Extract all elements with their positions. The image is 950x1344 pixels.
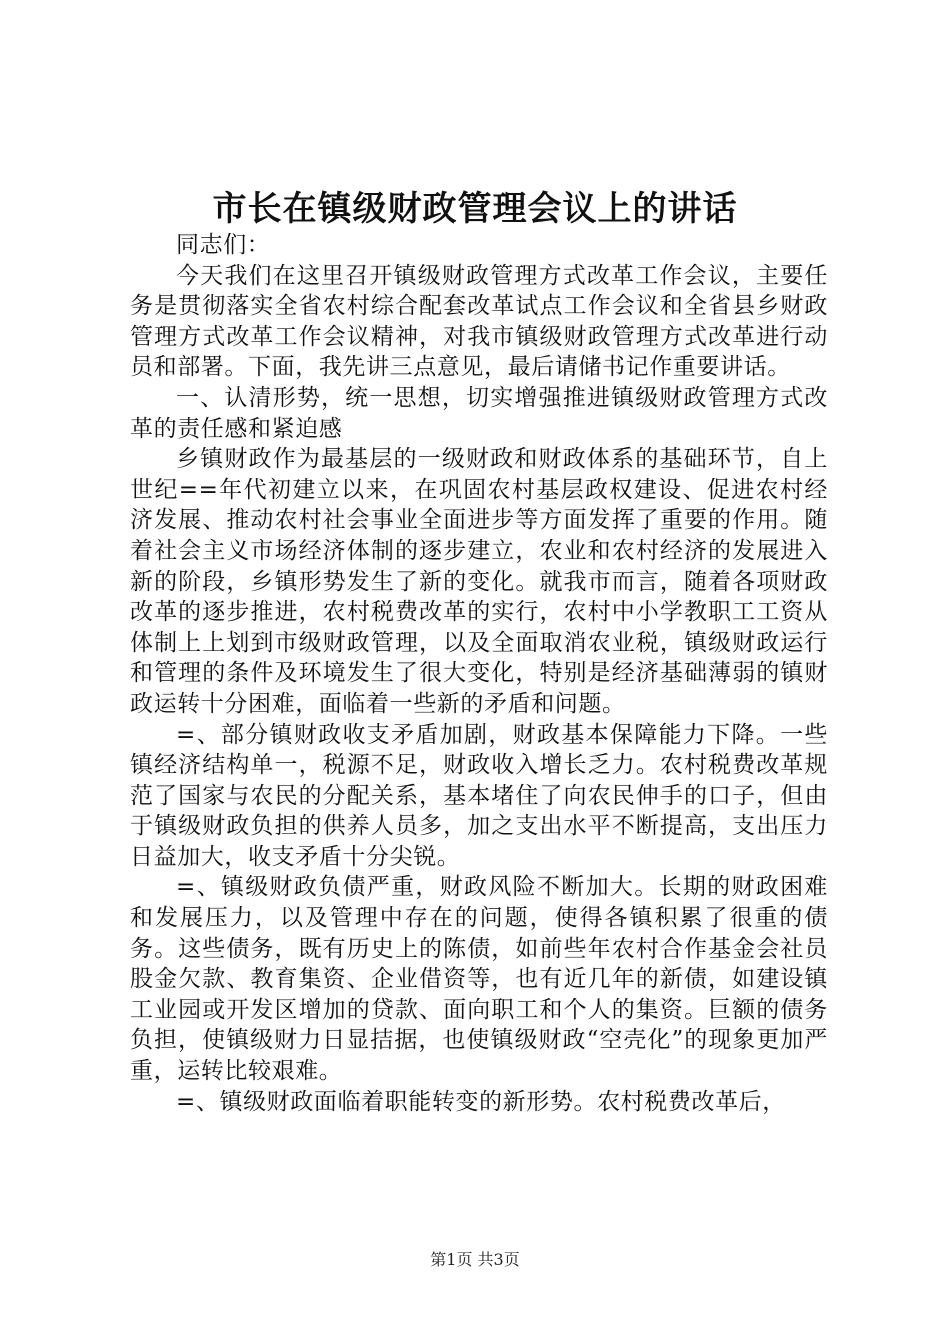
section-heading: 一、认清形势，统一思想，切实增强推进镇级财政管理方式改革的责任感和紧迫感 xyxy=(130,384,828,442)
paragraph: =、镇级财政面临着职能转变的新形势。农村税费改革后， xyxy=(176,1088,786,1115)
document-body xyxy=(130,230,828,1117)
paragraph: 今天我们在这里召开镇级财政管理方式改革工作会议，主要任务是贯彻落实全省农村综合配套改革试点工作会议和全省县乡财政管理方式改革工作会议精神，对我市镇级财政管理方式改革进行动员和部署。下面，我先讲三点意见，最后请储书记作重要讲话。 xyxy=(130,262,828,381)
salutation: 同志们： xyxy=(176,232,271,258)
page-number-footer: 第1页 共3页 xyxy=(430,1250,520,1269)
paragraph: =、部分镇财政收支矛盾加剧，财政基本保障能力下降。一些镇经济结构单一，税源不足，财政收入增长乏力。农村税费改革规范了国家与农民的分配关系，基本堵住了向农民伸手的口子，但由于镇级财政负担的供养人员多，加之支出水平不断提高，支出压力日益加大，收支矛盾十分尖锐。 xyxy=(130,721,828,870)
document-title: 市长在镇级财政管理会议上的讲话 xyxy=(212,189,738,229)
paragraph: =、镇级财政负债严重，财政风险不断加大。长期的财政困难和发展压力，以及管理中存在的问题，使得各镇积累了很重的债务。这些债务，既有历史上的陈债，如前些年农村合作基金会社员股金欠款、教育集资、企业借资等，也有近几年的新债，如建设镇工业园或开发区增加的贷款、面向职工和个人的集资。巨额的债务负担，使镇级财力日显拮据，也使镇级财政“空壳化”的现象更加严重，运转比较艰难。 xyxy=(130,874,828,1085)
paragraph: 乡镇财政作为最基层的一级财政和财政体系的基础环节，自上世纪==年代初建立以来，在巩固农村基层政权建设、促进农村经济发展、推动农村社会事业全面进步等方面发挥了重要的作用。随着社会主义市场经济体制的逐步建立，农业和农村经济的发展进入新的阶段，乡镇形势发生了新的变化。就我市而言，随着各项财政改革的逐步推进，农村税费改革的实行，农村中小学教职工工资从体制上上划到市级财政管理，以及全面取消农业税，镇级财政运行和管理的条件及环境发生了很大变化，特别是经济基础薄弱的镇财政运转十分困难，面临着一些新的矛盾和问题。 xyxy=(130,446,828,717)
